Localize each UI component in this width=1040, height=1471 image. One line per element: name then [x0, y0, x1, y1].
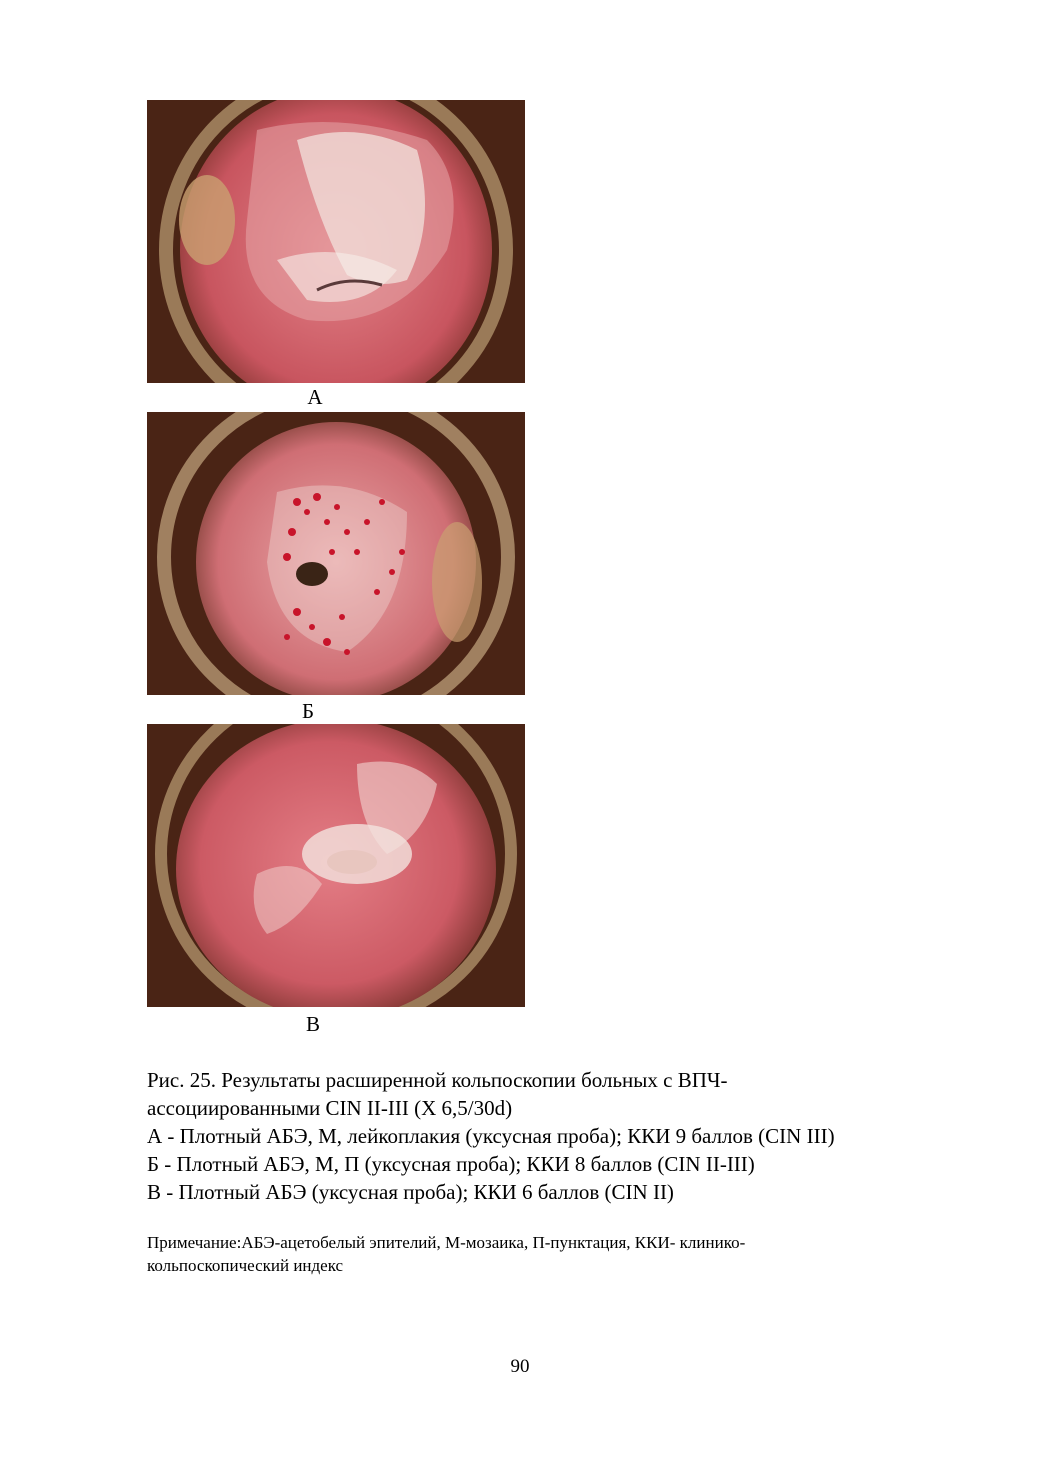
note-line-2: кольпоскопический индекс [147, 1256, 344, 1275]
figure-label-a: А [307, 385, 323, 409]
caption-line-a: А - Плотный АБЭ, М, лейкоплакия (уксусная проба); ККИ 9 баллов (CIN III) [147, 1124, 835, 1148]
figure-label-b: Б [301, 699, 315, 723]
caption-line-2: ассоциированными CIN II-III (Х 6,5/30d) [147, 1096, 513, 1120]
figure-label-c: В [305, 1012, 320, 1036]
colposcopy-photo-b [147, 412, 525, 695]
colposcopy-photo-c [147, 724, 525, 1007]
photo-b-image [147, 412, 525, 695]
caption-line-1: Рис. 25. Результаты расширенной кольпоскопии больных с ВПЧ- [147, 1068, 728, 1092]
colposcopy-photo-a [147, 100, 525, 383]
abbreviation-note [147, 1231, 977, 1277]
note-line-1: Примечание:АБЭ-ацетобелый эпителий, М-мозаика, П-пунктация, ККИ- клинико- [147, 1233, 746, 1252]
caption-line-c: В - Плотный АБЭ (уксусная проба); ККИ 6 баллов (CIN II) [147, 1180, 674, 1204]
page-number: 90 [510, 1356, 530, 1377]
photo-c-image [147, 724, 525, 1007]
figure-caption [147, 1066, 977, 1206]
photo-a-image [147, 100, 525, 383]
caption-line-b: Б - Плотный АБЭ, М, П (уксусная проба); ККИ 8 баллов (CIN II-III) [147, 1152, 755, 1176]
